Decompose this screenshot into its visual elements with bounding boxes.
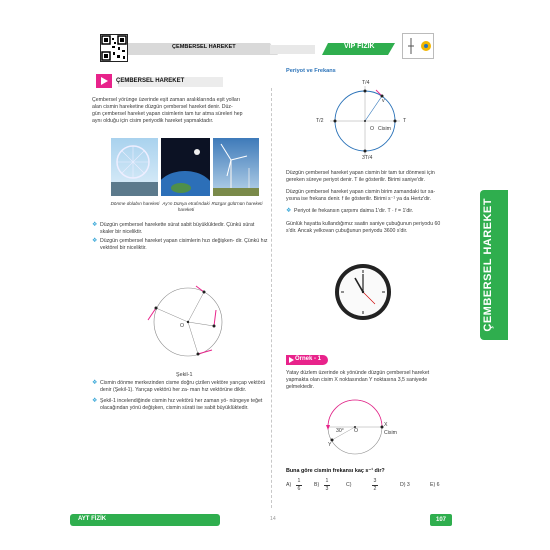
figure-1-origin: O (180, 323, 185, 329)
clock-icon (333, 262, 393, 322)
footer-left-label: AYT FİZİK (78, 516, 107, 522)
ferris-wheel-photo (111, 138, 158, 196)
diamond-bullet-icon: ❖ (92, 380, 98, 386)
example-y: Y (328, 442, 332, 448)
footer-left (70, 514, 220, 526)
side-tab: ÇEMBERSEL HAREKET (480, 190, 508, 340)
diamond-bullet-icon: ❖ (286, 208, 292, 214)
bullet-list-1: ❖ Düzgün çembersel harekette sürat sabit büyüklüktedir. Çünkü sürat skaler bir niceliktir. ❖ Düzgün çembersel hareket yapan cisimlerin hızı değişken- dir. Çünkü hız vektörel bir niceliktir. (92, 222, 268, 251)
period-circle-figure (320, 76, 410, 166)
caption-turbine: Rüzgar gülü'nün hareketi (211, 201, 263, 206)
play-icon (287, 356, 295, 364)
choice-c[interactable]: C) (346, 482, 352, 488)
diamond-bullet-icon: ❖ (92, 398, 98, 404)
example-badge (286, 355, 328, 365)
example-origin: O (354, 428, 359, 434)
example-angle: 30° (336, 428, 344, 434)
header-logo (402, 33, 434, 59)
intro-paragraph: Çembersel yörünge üzerinde eşit zaman aralıklarında eşit yolları alan cismin hareketine düzgün çembersel hareket denir. Düz- gün çembersel hareket yapan cisimlerin tam tur atma süreleri hep aynı olduğu için cisim periyodik hareket yapmaktadır. (92, 97, 243, 124)
diamond-bullet-icon: ❖ (92, 222, 98, 228)
circle-label-o: O (370, 126, 375, 132)
circle-label-right: T (403, 118, 407, 124)
circle-label-left: T/2 (316, 118, 324, 124)
example-label: Örnek - 1 (295, 356, 322, 362)
clock-paragraph: Günlük hayatta kullandığımız saatin saniye çubuğunun periyodu 60 s'dir. Ancak yelkovan çubuğunun periyodu 3600 s'dir. (286, 221, 441, 234)
right-subtitle: Periyot ve Frekans (286, 68, 336, 74)
example-cisim: Cisim (384, 430, 397, 436)
choice-c-fraction: 3 2 (373, 478, 377, 492)
qr-code[interactable] (100, 34, 128, 62)
frequency-paragraph: Düzgün çembersel hareket yapan cismin birim zamandaki tur sa- yısına ise frekans denir. f ile gösterilir. Birimi s⁻¹ ya da Hertz'dir. (286, 189, 436, 202)
wind-turbine-photo (213, 138, 259, 196)
circle-label-bottom: 3T/4 (362, 155, 373, 161)
figure-1-label: Şekil-1 (176, 372, 193, 378)
example-x: X (384, 422, 388, 428)
section-title: ÇEMBERSEL HAREKET (116, 78, 185, 84)
choice-b-fraction: 1 3 (325, 478, 329, 492)
example-text: Yatay düzlem üzerinde ok yönünde düzgün çembersel hareket yapmakta olan cisim X noktasından Y noktasına 3,5 saniyede gelmektedir. (286, 370, 430, 390)
circle-label-cisim: Cisim (378, 126, 391, 132)
header-brand: VIP FİZİK (344, 43, 375, 50)
period-frequency-bullet: ❖ Periyot ile frekansın çarpımı daima 1'dir. T · f = 1'dir. (286, 208, 414, 214)
caption-ferris: Dönme dolabın hareketi (110, 201, 160, 206)
earth-moon-photo (161, 138, 210, 196)
choice-d[interactable]: D) 3 (400, 482, 410, 488)
caption-earth: Ay'ın Dünya etrafındaki hareketi (162, 201, 210, 212)
play-icon (96, 74, 112, 88)
page-number: 107 (430, 514, 452, 526)
header-title: ÇEMBERSEL HAREKET (172, 44, 236, 50)
choice-b[interactable]: B) (314, 482, 320, 488)
diamond-bullet-icon: ❖ (92, 238, 98, 244)
choice-a-fraction: 1 6 (297, 478, 301, 492)
footer-center: 14 (270, 516, 276, 522)
figure-1-circle (138, 280, 238, 360)
choice-e[interactable]: E) 6 (430, 482, 440, 488)
column-divider (271, 88, 272, 508)
period-paragraph: Düzgün çembersel hareket yapan cismin bir tam tur dönmesi için gereken süreye periyot denir. T ile gösterilir. Birimi saniye'dir. (286, 170, 435, 183)
circle-label-top: T/4 (362, 80, 370, 86)
question: Buna göre cismin frekansı kaç s⁻¹ dir? (286, 468, 385, 474)
choice-a[interactable]: A) (286, 482, 292, 488)
circle-label-v: v (382, 98, 385, 104)
bullet-list-2: ❖ Cismin dönme merkezinden cisme doğru çizilen vektöre yarıçap vektörü denir (Şekil-1). Yarıçap vektörü her za- man hız vektörüne diktir. ❖ Şekil-1 incelendiğinde cismin hız vektörü her zaman yö- nüngeye teğet olacağından yönü değişken, cismin sürati ise sabit büyüklüktedir. (92, 380, 266, 411)
